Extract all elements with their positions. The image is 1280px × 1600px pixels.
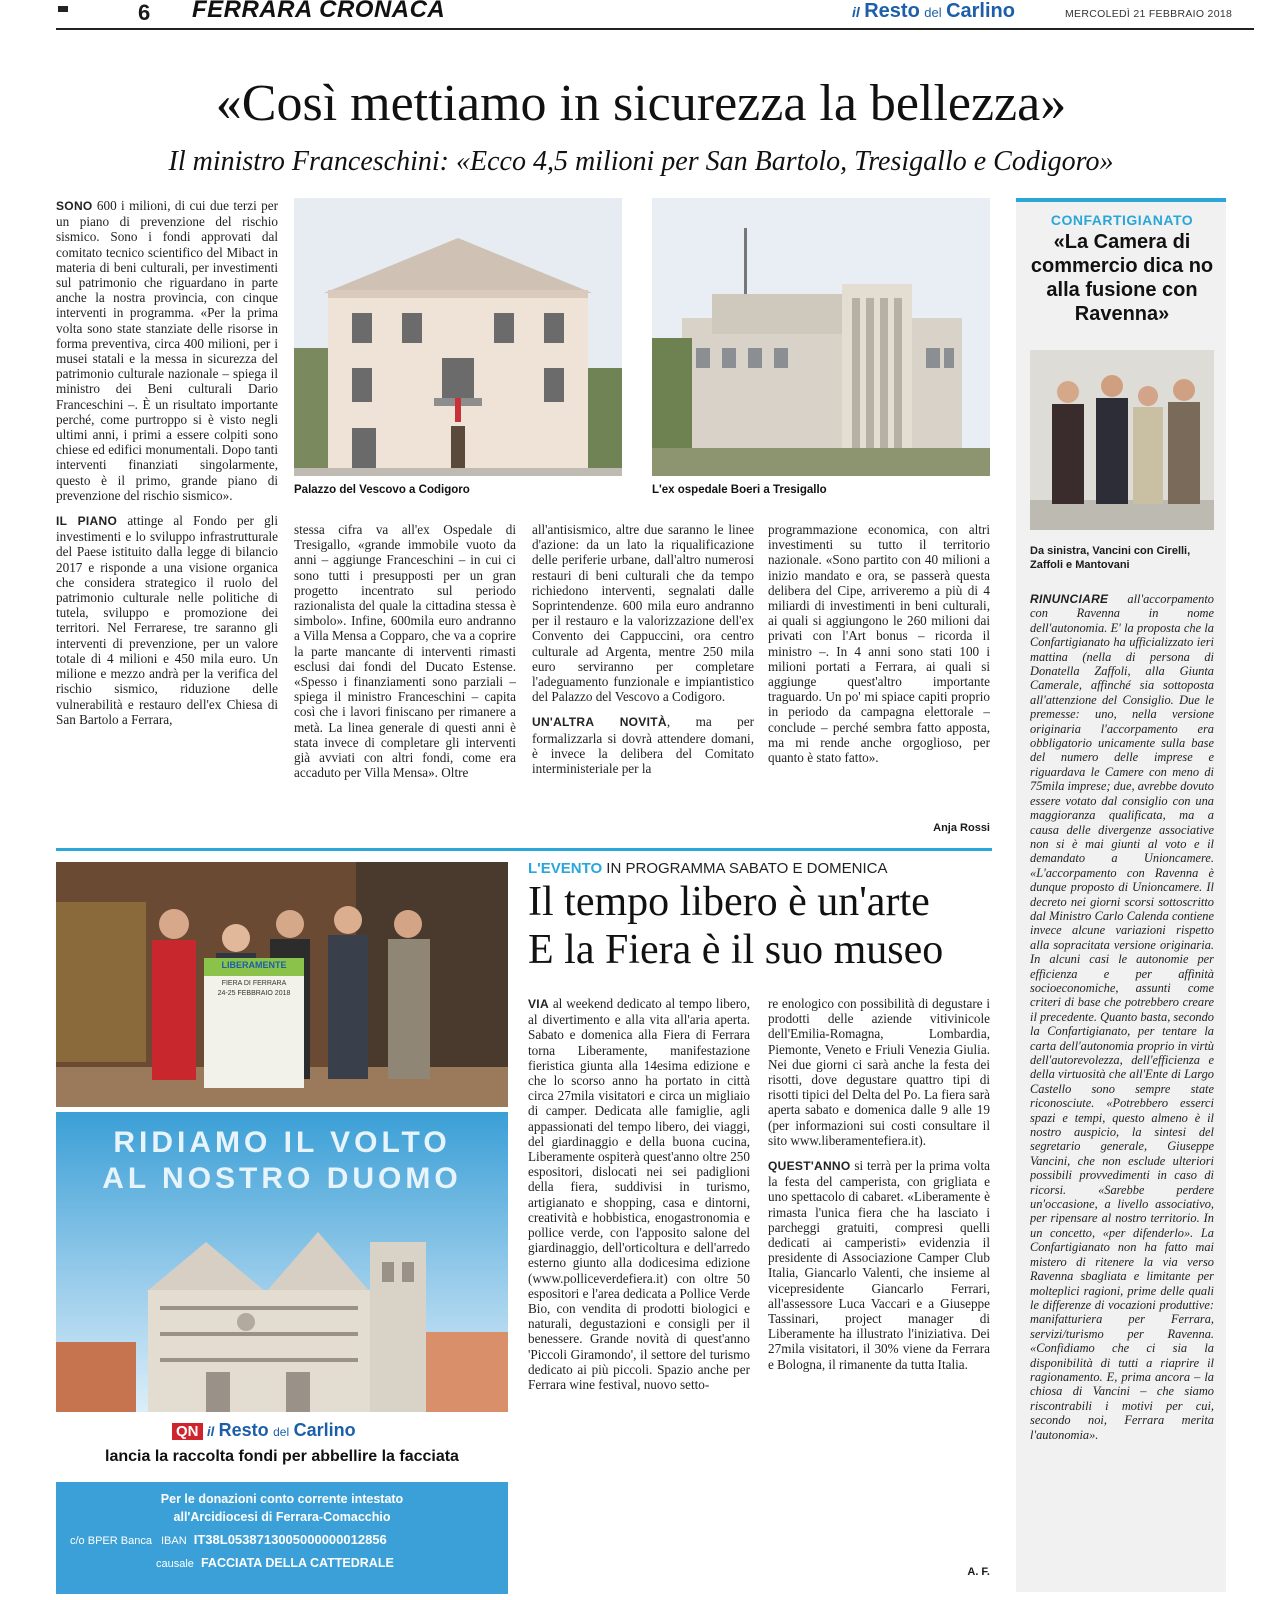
sidebar-headline: «La Camera di commercio dica no alla fusione con Ravenna»	[1030, 231, 1214, 325]
sidebar-photo-caption: Da sinistra, Vancini con Cirelli, Zaffoli e Mantovani	[1030, 545, 1191, 571]
main-article-col3	[532, 522, 754, 842]
main-article-col4	[768, 522, 990, 820]
poster-line2: 24-25 FEBBRAIO 2018	[217, 990, 291, 997]
page-header	[0, 0, 1280, 30]
paragraph: stessa cifra va all'ex Ospedale di Tresigallo, «grande immobile vuoto da anni – aggiunge Franceschini – in cui ci sono tutti i presupposti per un gran progetto incentrato sul periodo razionalista del quale la cittadina stessa è simbolo». Infine, 600mila euro andranno a Villa Mensa a Copparo, che va a coprire la parte mancante di interventi rimasti esclusi dai fondi del Ducato Estense. «Spesso i finanziamenti sono parziali – spiega il ministro Franceschini – capita così che i lavori finiscano per rimanere a metà. La linea generale di questi anni è stata invece di completare gli interventi già avviati con altri fondi, come era accaduto per Villa Mensa». Oltre	[294, 522, 516, 781]
duomo-advertisement	[56, 1112, 508, 1594]
iban-value: IT38L0538713005000000012856	[193, 1532, 387, 1547]
ad-title-line2: AL NOSTRO DUOMO	[102, 1162, 462, 1195]
cathedral-illustration	[56, 1202, 508, 1412]
event-article-col1	[528, 996, 750, 1592]
photo-ex-ospedale	[652, 198, 990, 476]
section-divider	[56, 848, 992, 851]
photo-palazzo-vescovo	[294, 198, 622, 476]
palazzo-illustration	[294, 198, 622, 476]
ad-causale-line: causale FACCIATA DELLA CATTEDRALE	[156, 1556, 394, 1570]
section-title: FERRARA CRONACA	[192, 0, 446, 23]
qn-logo: QN	[172, 1423, 203, 1440]
event-photo	[56, 862, 508, 1107]
paragraph: all'antisismico, altre due saranno le linee d'azione: da un lato la riqualificazione delle periferie urbane, dall'altro numerosi restauri di beni culturali che da tempo richiedono interventi, segnalati dalle Soprintendenze. 600 mila euro andranno per il restauro e la valorizzazione dell'ex Convento dei Cappuccini, ora centro culturale ad Argenta, mentre 250 mila euro serviranno per completare l'adeguamento funzionale e impiantistico del Palazzo del Vescovo a Codigoro.	[532, 522, 754, 705]
ad-donation-line2: all'Arcidiocesi di Ferrara-Comacchio	[173, 1510, 391, 1524]
ospedale-illustration	[652, 198, 990, 476]
ad-tagline: lancia la raccolta fondi per abbellire la facciata	[105, 1448, 459, 1465]
event-headline-line2: E la Fiera è il suo museo	[528, 927, 944, 973]
lead-word: UN'ALTRA NOVITÀ	[532, 715, 667, 730]
lead-word: VIA	[528, 997, 549, 1011]
ad-bank-line: c/o BPER Banca IBAN IT38L0538713005000000012856	[70, 1532, 387, 1547]
poster-line1: FIERA DI FERRARA	[221, 980, 287, 987]
event-kicker: L'EVENTO IN PROGRAMMA SABATO E DOMENICA	[528, 860, 888, 877]
main-article-col2	[294, 522, 516, 842]
lead-word: SONO	[56, 199, 93, 213]
article-author: Anja Rossi	[933, 822, 990, 834]
header-rule	[56, 28, 1254, 30]
page-marker	[58, 6, 68, 12]
main-article-col1	[56, 198, 278, 838]
page-number: 6	[138, 0, 151, 25]
paragraph: si terrà per la prima volta la festa del camperista, con grigliata e uno spettacolo di cabaret. «Liberamente è rimasta l'unica fiera che ha lasciato i parcheggi gratuiti, compresi quelli dedicati ai camperisti» evidenzia il presidente di Associazione Camper Club Italia, Giancarlo Valenti, che insieme al vicepresidente Giancarlo Ferrari, all'assessore Luca Vaccari e a Giuseppe Tassinari, project manager di Liberamente ha illustrato l'iniziativa. Dei 27mila visitatori, il 30% viene da Ferrara e Bologna, il rimanente da tutta Italia.	[768, 1158, 990, 1372]
sidebar-photo	[1030, 350, 1214, 530]
sidebar-body	[1030, 592, 1214, 1592]
photo2-caption: L'ex ospedale Boeri a Tresigallo	[652, 484, 827, 496]
paragraph: 600 i milioni, di cui due terzi per un piano di prevenzione del rischio sismico. Sono i fondi approvati dal comitato tecnico scientifico del Mibact in materia di beni culturali, per investimenti sul patrimonio che riguardano in parte anche la nostra provincia, con cinque interventi in programma. «Per la prima volta sono state stanziate delle risorse in forma preventiva, circa 400 milioni, per i musei statali e la messa in sicurezza del patrimonio culturale nazionale – spiega il ministro dei Beni culturali Dario Franceschini –. È un risultato importante perché, come purtroppo si è visto negli ultimi anni, i primi a essere colpiti sono chiese ed edifici monumentali. Dopo tanti interventi finanziati singolarmente, questo è il primo, grande piano di prevenzione del rischio sismico».	[56, 198, 278, 503]
photo1-caption: Palazzo del Vescovo a Codigoro	[294, 484, 470, 496]
event-initials: A. F.	[967, 1566, 990, 1578]
paragraph: , ma per formalizzarla si dovrà attendere domani, è invece la delibera del Comitato interministeriale per la	[532, 714, 754, 777]
paragraph: attinge al Fondo per gli investimenti e lo sviluppo infrastrutturale del Paese istituito dalla legge di bilancio 2017 e risponde a una visione organica che considera strategico il ruolo del patrimonio culturale nelle politiche di tutela, sviluppo e promozione dei territori. Nel Ferrarese, tre saranno gli interventi di prevenzione, per un valore totale di 4 milioni e 450 mila euro. Un milione e mezzo andrà per la verifica del rischio sismico, riduzione delle vulnerabilità e restauro dell'ex Chiesa di San Bartolo a Ferrara,	[56, 513, 278, 727]
event-headline-line1: Il tempo libero è un'arte	[528, 879, 930, 925]
paragraph: programmazione economica, con altri investimenti su tutto il territorio nazionale. «Sono partito con 40 milioni a inizio mandato e ora, se passerà questa delibera del Cipe, arriveremo a più di 4 miliardi di investimenti in beni culturali, ai quali si aggiungono le 260 milioni dai privati con l'Art bonus – ricorda il ministro –. In 4 anni sono stati 100 i milioni portati a Ferrara, ai quali si aggiunge quest'altro importante traguardo. Un po' mi spiace capiti proprio in periodo da campagna elettorale – conclude – perché sembra fatto apposta, ma mi rende anche orgoglioso, per quanto è stato fatto».	[768, 522, 990, 766]
main-subhead: Il ministro Franceschini: «Ecco 4,5 milioni per San Bartolo, Tresigallo e Codigoro»	[168, 146, 1114, 177]
sidebar-kicker: CONFARTIGIANATO	[1050, 212, 1194, 228]
event-article-col2	[768, 996, 990, 1562]
brand-logo: il Resto del Carlino	[852, 0, 1015, 22]
group-photo-illustration	[1030, 350, 1214, 530]
issue-date: MERCOLEDÌ 21 FEBBRAIO 2018	[1065, 8, 1233, 20]
ad-logo: QN il Resto del Carlino	[172, 1420, 356, 1441]
lead-word: IL PIANO	[56, 514, 118, 529]
paragraph: all'accorpamento con Ravenna in nome dell'autonomia. E' la proposta che la Confartigianato ha ufficializzato ieri mattina (nella di persona di Donatella Zaffoli, alla Giunta Camerale, affinché sia sottoposta all'attenzione del Consiglio. Due le premesse: uno, nella versione originaria l'accorpamento era obbligatorio unicamente sulla base del numero delle imprese e riguardava le Camere con meno di 75mila imprese; due, avrebbe dovuto essere votato dal consiglio con una maggioranza qualificata, ma a causa delle divergenze associative non si è mai giunti al voto e il demandato a Unioncamere. «L'accorpamento con Ravenna è dunque proposto di Unioncamere. Il decreto nei giorni scorsi sottoscritto dal Ministro Carlo Calenda contiene invece alcune variazioni rispetto alla sopracitata versione originaria. In alcuni casi le autonomie per efficienza e per affinità socioeconomiche, assunti come criteri di base che potrebbero creare il precedente. Quanto basta, secondo la Confartigianato, per tentare la carta dell'autonomia proprio in virtù dell'autorevolezza, dell'efficienza e della virtuosità che all'Ente di Largo Castello sono sempre state riconosciute. «Potrebbero esserci spazi e tempi, questo almeno è il nostro auspicio, la sintesi del segretario generale, Giuseppe Vancini, che non esclude ulteriori possibili provvedimenti in caso di ricorsi. «Sarebbe perdere un'occasione, a livello associativo, per ripensare al nostro territorio. In un concetto, «per difenderlo». La Confartigianato non ha fatto mai mistero di ritenere la via verso Ravenna sbagliata e limitante per molteplici ragioni, prime delle quali le differenze di vocazioni produttive: manifatturiera per Ferrara, servizi/turismo per Ravenna. «Confidiamo che ci sia la disponibilità di tutti a riaprire il ragionamento. E, prima ancora – la chiosa di Vancini – che siamo riscontrabili i motivi per cui, secondo noi, Ferrara merita l'autonomia».	[1030, 592, 1214, 1442]
main-headline: «Così mettiamo in sicurezza la bellezza»	[215, 75, 1067, 132]
lead-word: QUEST'ANNO	[768, 1159, 851, 1174]
paragraph: al weekend dedicato al tempo libero, al divertimento e alla vita all'aria aperta. Sabato e domenica alla Fiera di Ferrara torna Liberamente, manifestazione fieristica giunta alla 14esima edizione e che lo scorso anno ha portato in città circa 27mila visitatori e circa un migliaio di camper. Dedicata alle famiglie, agli appassionati del tempo libero, dei viaggi, del giardinaggio e della buona cucina, Liberamente ospiterà quest'anno oltre 250 espositori, dislocati nei sei padiglioni della fiera, suddivisi in turismo, artigianato e shopping, casa e dintorni, creatività e hobbistica, enogastronomia e pollice verde, con l'apposito salone del giardinaggio, dell'orticoltura e dell'arredo esterno giunto alla dodicesima edizione (www.polliceverdefiera.it) con oltre 50 espositori e l'area dedicata a Pollice Verde Bio, con vendita di prodotti biologici e naturali, degustazioni e consigli per il benessere. Grande novità di quest'anno 'Piccoli Giramondo', il settore del turismo dedicato ai più piccoli. Spazio anche per Ferrara wine festival, nuovo setto-	[528, 996, 750, 1393]
ad-donation-line1: Per le donazioni conto corrente intestato	[160, 1492, 404, 1506]
lead-word: RINUNCIARE	[1030, 592, 1109, 606]
poster-title: LIBERAMENTE	[221, 960, 287, 970]
paragraph: re enologico con possibilità di degustare i prodotti delle aziende vitivinicole dell'Emilia-Romagna, Lombardia, Piemonte, Veneto e Friuli Venezia Giulia. Nei due giorni ci sarà anche la festa dei risotti, dove degustare quattro tipi di risotti tipici del Delta del Po. La fiera sarà aperta sabato e domenica dalle 9 alle 19 (per informazioni sui costi consultare il sito www.liberamentefiera.it).	[768, 996, 990, 1148]
ad-title-line1: RIDIAMO IL VOLTO	[113, 1126, 451, 1159]
